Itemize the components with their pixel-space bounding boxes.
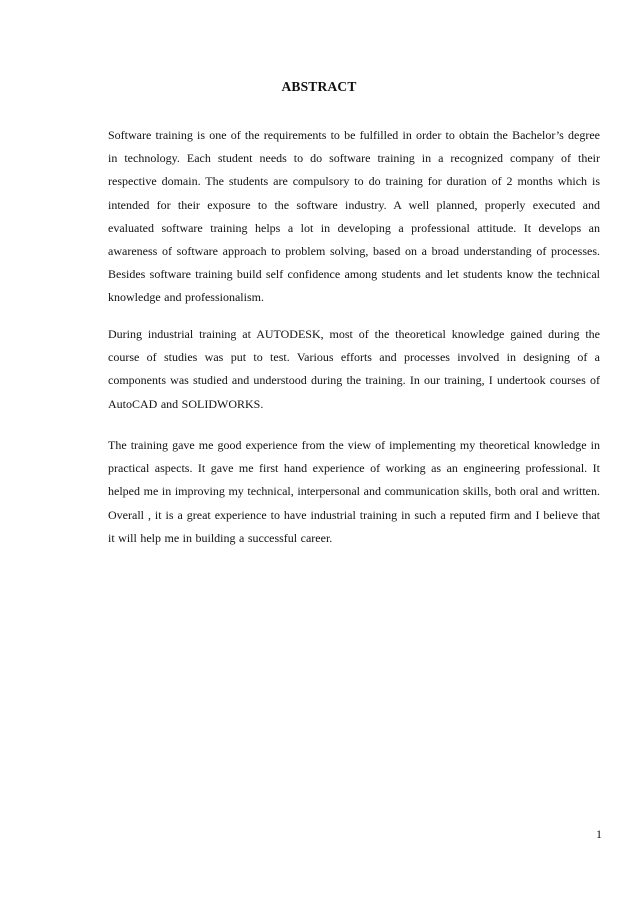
page-title: ABSTRACT: [281, 79, 357, 94]
abstract-paragraph-2: During industrial training at AUTODESK, most of the theoretical knowledge gained during the course of studies was put to test. Various efforts and processes involved in designing of a components was studied and understood during the training. In our training, I undertook courses of AutoCAD and SOLIDWORKS.: [108, 327, 600, 411]
page-number: 1: [596, 827, 602, 841]
abstract-paragraph-3: The training gave me good experience from the view of implementing my theoretical knowledge in practical aspects. It gave me first hand experience of working as an engineering professional. It helped me in improving my technical, interpersonal and communication skills, both oral and written. Overall , it is a great experience to have industrial training in such a reputed firm and I believe that it will help me in building a successful career.: [108, 438, 600, 545]
abstract-paragraph-1: Software training is one of the requirements to be fulfilled in order to obtain the Bachelor’s degree in technology. Each student needs to do software training in a recognized company of their respective domain. The students are compulsory to do training for duration of 2 months which is intended for their exposure to the software industry. A well planned, properly executed and evaluated software training helps a lot in developing a professional attitude. It develops an awareness of software approach to problem solving, based on a broad understanding of processes. Besides software training build self confidence among students and let students know the technical knowledge and professionalism.: [108, 128, 600, 305]
